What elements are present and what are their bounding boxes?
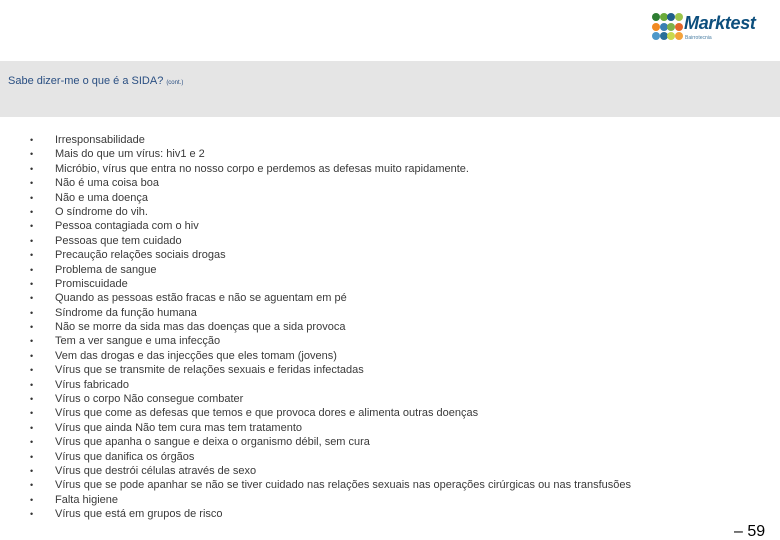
- list-item-text: Tem a ver sangue e uma infecção: [55, 335, 221, 348]
- logo-dot: [667, 23, 675, 31]
- list-item-text: Precaução relações sociais drogas: [55, 249, 226, 262]
- bullet-icon: •: [30, 480, 34, 491]
- bullet-icon: •: [30, 509, 34, 520]
- list-item-text: Não e uma doença: [55, 191, 148, 204]
- list-item: [30, 205, 631, 219]
- list-item-text: Não se morre da sida mas das doenças que a sida provoca: [55, 321, 346, 334]
- list-item: [30, 435, 631, 449]
- bullet-icon: •: [30, 408, 34, 419]
- list-item: [30, 478, 631, 492]
- bullet-icon: •: [30, 394, 34, 405]
- list-item: [30, 219, 631, 233]
- bullet-icon: •: [30, 494, 34, 505]
- bullet-icon: •: [30, 135, 34, 145]
- list-item-text: Vírus que destrói células através de sexo: [55, 464, 257, 477]
- list-item-text: Vírus que ainda Não tem cura mas tem tratamento: [55, 421, 303, 434]
- list-item-text: Vírus que está em grupos de risco: [55, 508, 223, 521]
- list-item: [30, 191, 631, 205]
- list-item-text: Pessoa contagiada com o hiv: [55, 220, 199, 233]
- list-item: [30, 162, 631, 176]
- bullet-icon: •: [30, 250, 34, 261]
- bullet-icon: •: [30, 221, 34, 232]
- bullet-icon: •: [30, 192, 34, 203]
- list-item: [30, 263, 631, 277]
- list-item-text: Vírus que danifica os órgãos: [55, 450, 195, 463]
- list-item-text: Vírus fabricado: [55, 378, 129, 391]
- bullet-icon: •: [30, 307, 34, 318]
- list-item-text: Vem das drogas e das injecções que eles tomam (jovens): [55, 349, 337, 362]
- list-item: [30, 291, 631, 305]
- list-item-text: Vírus que se pode apanhar se não se tiver cuidado nas relações sexuais nas operações cirúrgicas ou nas transfusões: [55, 479, 632, 492]
- bullet-icon: •: [30, 465, 34, 476]
- bullet-icon: •: [30, 437, 34, 448]
- list-item-text: Problema de sangue: [55, 263, 157, 276]
- bullet-icon: •: [30, 379, 34, 390]
- list-item-text: Falta higiene: [55, 493, 118, 506]
- bullet-icon: •: [30, 264, 34, 275]
- logo-dot: [667, 32, 675, 40]
- list-item-text: Pessoas que tem cuidado: [55, 234, 182, 247]
- bullet-icon: •: [30, 163, 34, 174]
- list-item: [30, 349, 631, 363]
- marktest-logo: [652, 13, 764, 45]
- list-item-text: Síndrome da função humana: [55, 306, 197, 319]
- list-item: [30, 176, 631, 190]
- list-item: [30, 248, 631, 262]
- logo-dot: [652, 13, 660, 21]
- bullet-icon: •: [30, 365, 34, 376]
- logo-dot: [675, 13, 683, 21]
- list-item-text: Vírus o corpo Não consegue combater: [55, 393, 244, 406]
- list-item: [30, 306, 631, 320]
- list-item-text: Promiscuidade: [55, 277, 128, 290]
- list-item: [30, 334, 631, 348]
- list-item: [30, 464, 631, 478]
- list-item: [30, 421, 631, 435]
- list-item-text: Irresponsabilidade: [55, 134, 145, 146]
- bullet-icon: •: [30, 235, 34, 246]
- list-item-text: Quando as pessoas estão fracas e não se aguentam em pé: [55, 292, 347, 305]
- bullet-icon: •: [30, 178, 34, 189]
- list-item-text: Vírus que se transmite de relações sexuais e feridas infectadas: [55, 364, 364, 377]
- bullet-icon: •: [30, 422, 34, 433]
- list-item: [30, 378, 631, 392]
- logo-dot: [675, 23, 683, 31]
- title-band: [0, 61, 780, 117]
- list-item: [30, 147, 631, 161]
- slide-title: [8, 75, 183, 87]
- bullet-icon: •: [30, 322, 34, 333]
- bullet-icon: •: [30, 293, 34, 304]
- slide-title-suffix: (cont.): [166, 80, 184, 86]
- list-item-text: Não é uma coisa boa: [55, 177, 159, 190]
- logo-dot: [652, 32, 660, 40]
- logo-dot: [667, 13, 675, 21]
- list-item: [30, 277, 631, 291]
- logo-dot: [652, 23, 660, 31]
- logo-subtitle: Bairrotecnia: [685, 35, 712, 41]
- list-item-text: Vírus que come as defesas que temos e que provoca dores e alimenta outras doenças: [55, 407, 479, 420]
- response-list: [30, 133, 631, 522]
- bullet-icon: •: [30, 336, 34, 347]
- list-item: [30, 320, 631, 334]
- bullet-icon: •: [30, 451, 34, 462]
- list-item: [30, 493, 631, 507]
- bullet-icon: •: [30, 350, 34, 361]
- list-item-text: Micróbio, vírus que entra no nosso corpo e perdemos as defesas muito rapidamente.: [55, 162, 469, 175]
- bullet-icon: •: [30, 206, 34, 217]
- logo-dots-icon: [652, 13, 682, 41]
- list-item: [30, 392, 631, 406]
- bullet-icon: •: [30, 278, 34, 289]
- list-item: [30, 234, 631, 248]
- list-item-text: O síndrome do vih.: [55, 205, 148, 218]
- page-number: – 59: [734, 523, 766, 540]
- bullet-icon: •: [30, 149, 34, 160]
- slide-title-text: Sabe dizer-me o que é a SIDA?: [8, 75, 164, 87]
- logo-dot: [675, 32, 683, 40]
- list-item-text: Vírus que apanha o sangue e deixa o organismo débil, sem cura: [55, 436, 370, 449]
- logo-wordmark: Marktest: [684, 13, 756, 33]
- list-item: [30, 507, 631, 521]
- list-item: [30, 450, 631, 464]
- list-item-text: Mais do que um vírus: hiv1 e 2: [55, 148, 205, 161]
- list-item: [30, 406, 631, 420]
- list-item: [30, 133, 631, 147]
- list-item: [30, 363, 631, 377]
